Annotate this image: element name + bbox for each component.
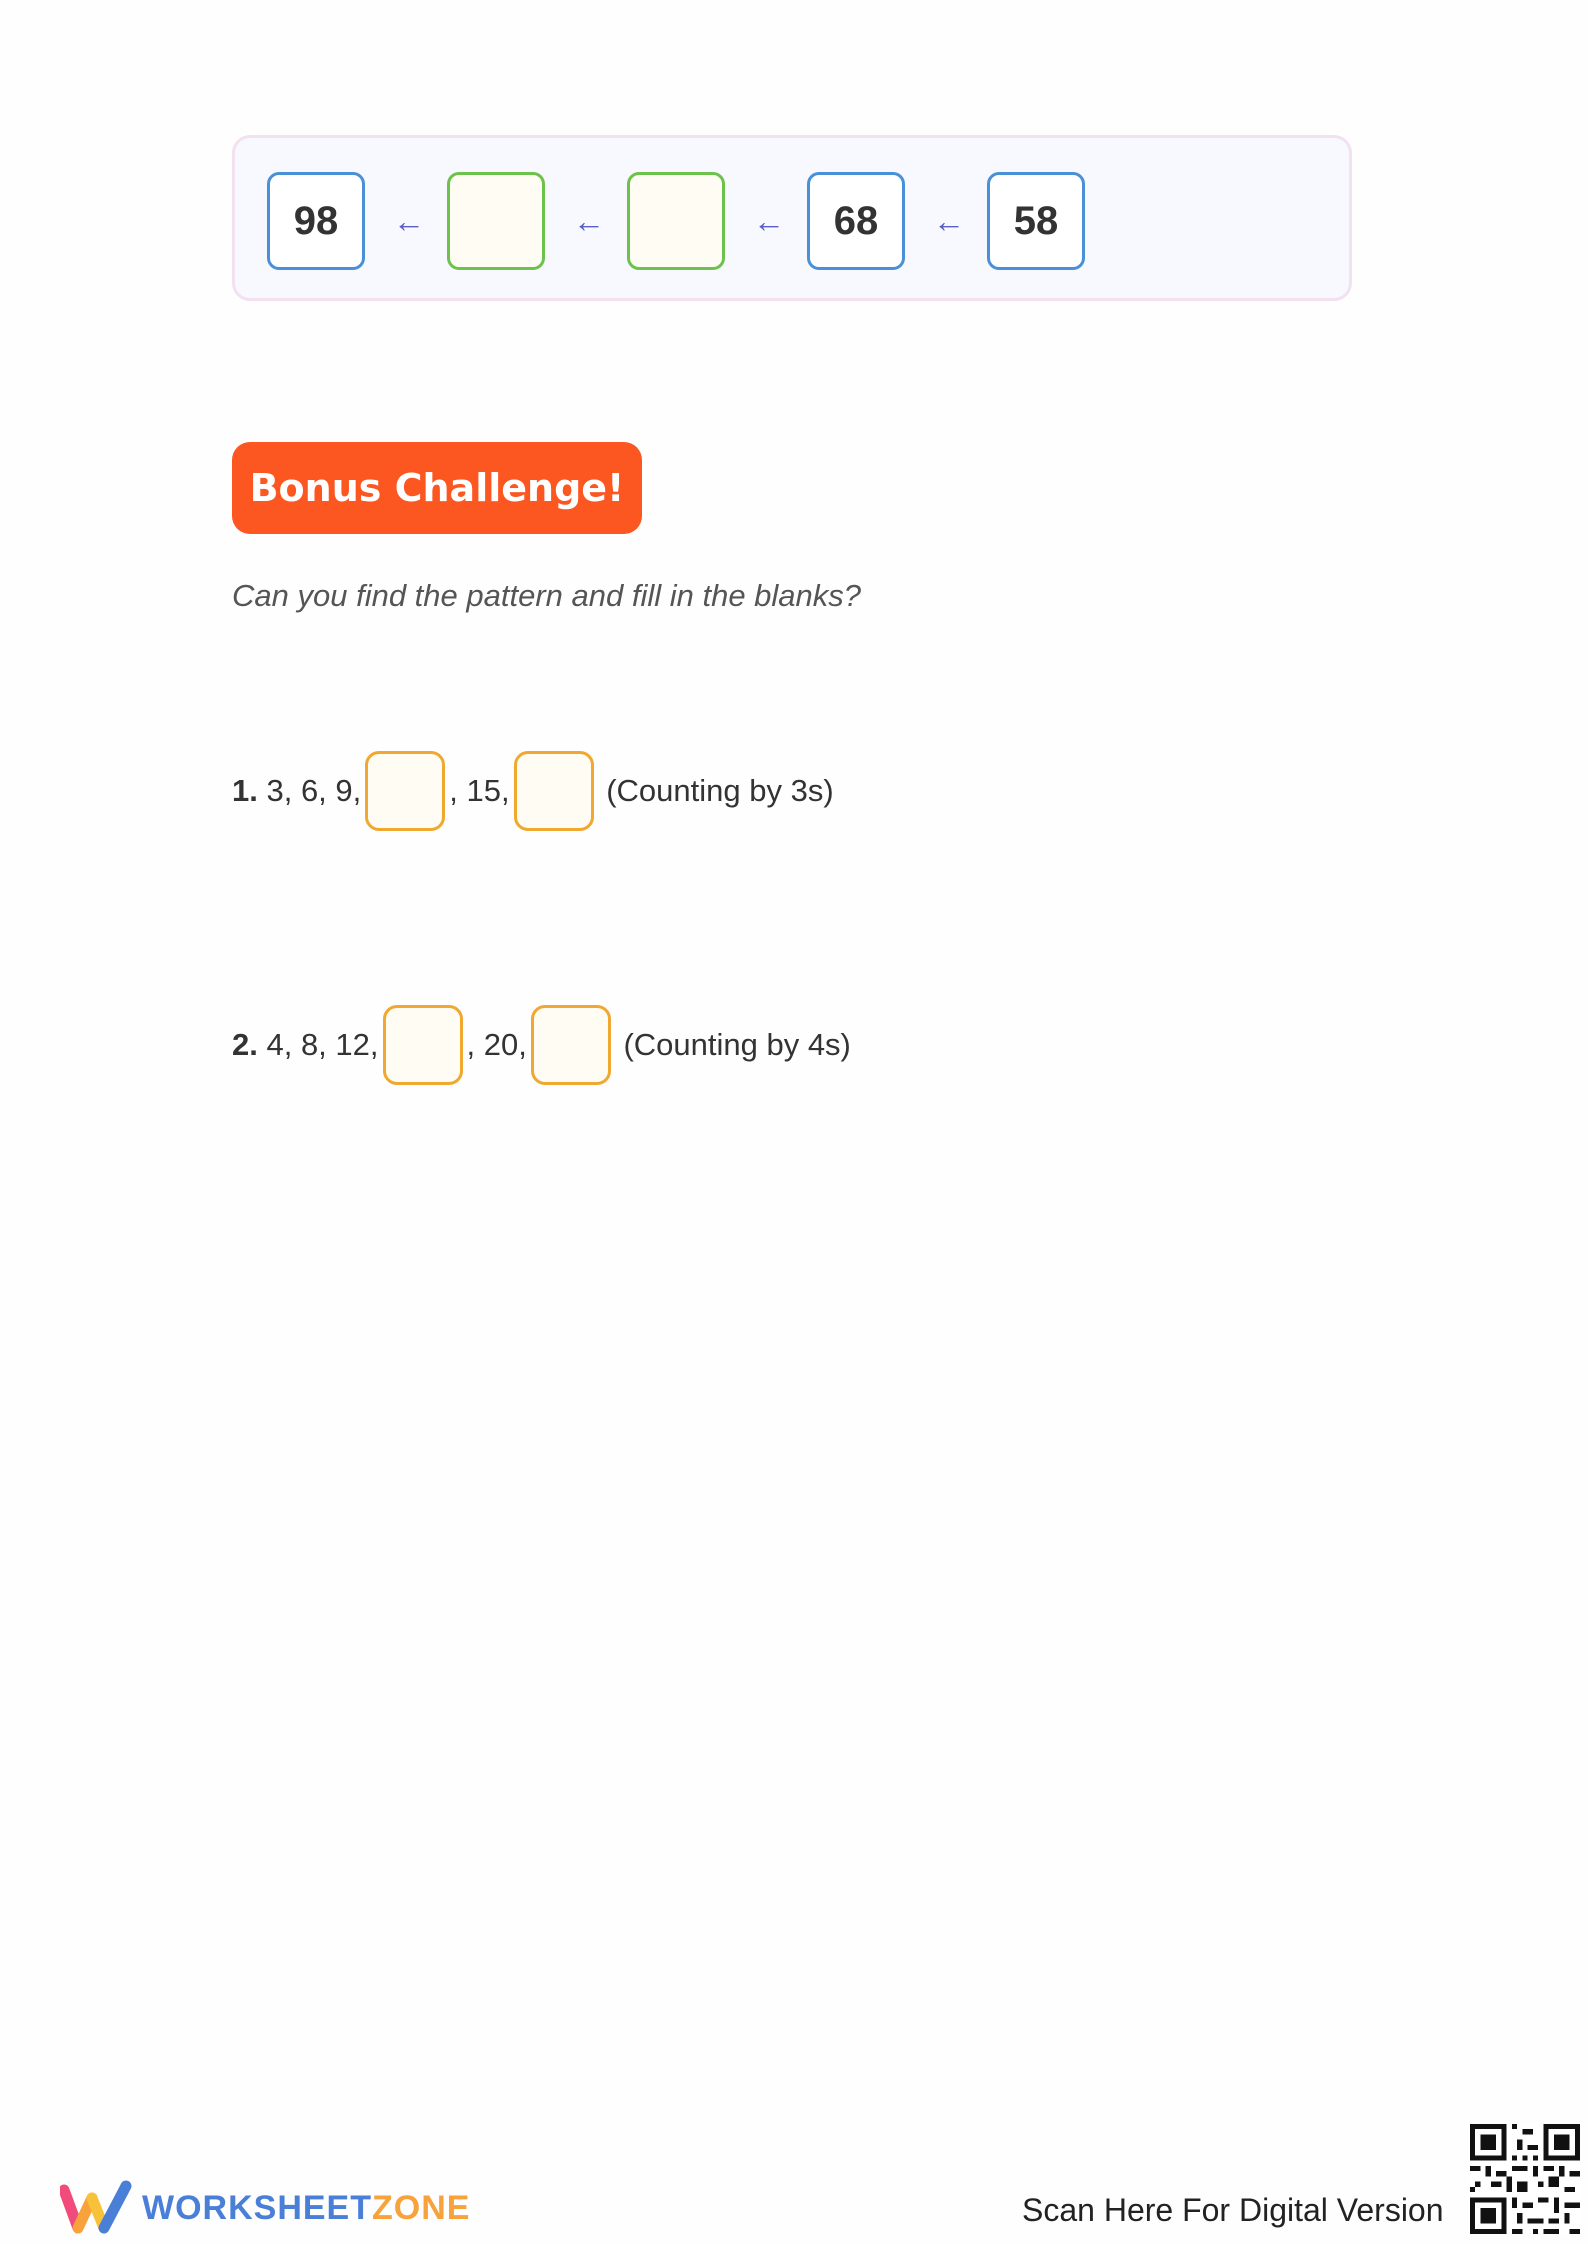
- answer-box[interactable]: [531, 1005, 611, 1085]
- qr-code-icon[interactable]: [1470, 2124, 1580, 2234]
- problem-prefix: 3, 6, 9,: [257, 773, 362, 808]
- arrow-left-icon: ←: [933, 203, 965, 239]
- sequence-box-blank[interactable]: [447, 172, 545, 270]
- arrow-left-icon: ←: [753, 203, 785, 239]
- worksheetzone-logo[interactable]: [60, 2180, 470, 2236]
- sequence-box-given: 68: [807, 172, 905, 270]
- problem-middle: , 20,: [466, 1027, 527, 1062]
- problem-suffix: (Counting by 4s): [614, 1027, 851, 1062]
- logo-text: WORKSHEETZONE: [142, 2188, 471, 2227]
- problem-middle: , 15,: [449, 773, 510, 808]
- arrow-left-icon: ←: [573, 203, 605, 239]
- logo-w-icon: [60, 2180, 132, 2236]
- problem-2: [232, 1005, 851, 1085]
- sequence-box-given: 98: [267, 172, 365, 270]
- problem-1: [232, 751, 834, 831]
- sequence-box-given: 58: [987, 172, 1085, 270]
- bonus-challenge-banner: Bonus Challenge!: [232, 442, 642, 534]
- problem-number: 2.: [232, 1027, 258, 1062]
- scan-label: Scan Here For Digital Version: [1022, 2192, 1444, 2228]
- sequence-box-blank[interactable]: [627, 172, 725, 270]
- sequence-panel: [232, 135, 1352, 301]
- problem-suffix: (Counting by 3s): [597, 773, 834, 808]
- problem-number: 1.: [232, 773, 258, 808]
- arrow-left-icon: ←: [393, 203, 425, 239]
- answer-box[interactable]: [365, 751, 445, 831]
- bonus-instruction: Can you find the pattern and fill in the blanks?: [232, 578, 862, 613]
- answer-box[interactable]: [383, 1005, 463, 1085]
- problem-prefix: 4, 8, 12,: [257, 1027, 379, 1062]
- answer-box[interactable]: [514, 751, 594, 831]
